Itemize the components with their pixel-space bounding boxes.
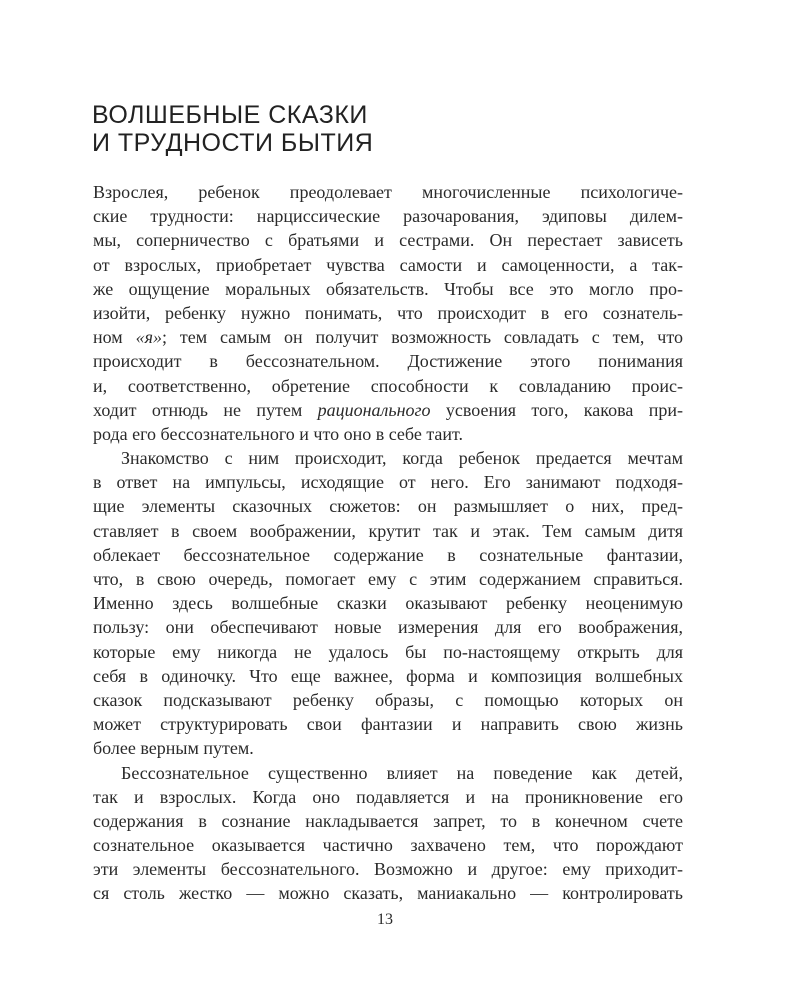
text-line: щие элементы сказочных сюжетов: он размышляет о них, пред- (93, 496, 683, 517)
text-line: так и взрослых. Когда оно подавляется и на проникновение его (93, 786, 683, 807)
body-text (93, 180, 683, 906)
text-line: ходит отнюдь не путем рационального усвоения того, какова при- (93, 399, 683, 420)
text-line: что, в свою очередь, помогает ему с этим содержанием справиться. (93, 569, 683, 589)
text-line: сказок подсказывают ребенку образы, с помощью которых он (93, 689, 683, 710)
text-line: Взрослея, ребенок преодолевает многочисленные психологиче- (93, 182, 683, 202)
text-line: содержания в сознание накладывается запрет, то в конечном счете (93, 810, 683, 831)
chapter-heading-line-1: ВОЛШЕБНЫЕ СКАЗКИ (92, 101, 368, 129)
paragraph (93, 180, 683, 446)
text-line: ставляет в своем воображении, крутит так и этак. Тем самым дитя (93, 520, 683, 541)
text-line: более верным путем. (93, 738, 254, 759)
emphasis: «я» (135, 327, 162, 348)
text-line: Знакомство с ним происходит, когда ребенок предается мечтам (121, 448, 683, 469)
text-line: от взрослых, приобретает чувства самости и самоценности, а так- (93, 254, 683, 275)
text-line: рода его бессознательного и что оно в себе таит. (93, 423, 464, 444)
text-line: же ощущение моральных обязательств. Чтобы все это могло про- (93, 278, 683, 299)
text-line: ся столь жестко — можно сказать, маниакально — контролировать (93, 883, 683, 904)
text-line: Именно здесь волшебные сказки оказывают ребенку неоценимую (93, 593, 683, 614)
text-line: ном «я»; тем самым он получит возможность совладать с тем, что (93, 327, 683, 348)
text-line: Бессознательное существенно влияет на поведение как детей, (121, 762, 683, 783)
text-line: мы, соперничество с братьями и сестрами. Он перестает зависеть (93, 230, 683, 251)
text-line: происходит в бессознательном. Достижение этого понимания (93, 351, 683, 372)
text-line: изойти, ребенку нужно понимать, что происходит в его сознатель- (93, 302, 683, 323)
page-number: 13 (377, 911, 393, 928)
text-line: и, соответственно, обретение способности к совладанию проис- (93, 375, 683, 396)
chapter-heading (92, 101, 612, 157)
emphasis: рационального (317, 399, 431, 420)
text-line: которые ему никогда не удалось бы по-настоящему открыть для (93, 641, 683, 662)
text-line: может структурировать свои фантазии и направить свою жизнь (93, 714, 683, 735)
text-line: сознательное оказывается частично захвачено тем, что порождают (93, 835, 683, 856)
text-line: себя в одиночку. Что еще важнее, форма и композиция волшебных (93, 665, 683, 686)
paragraph (93, 761, 683, 906)
text-line: облекает бессознательное содержание в сознательные фантазии, (93, 544, 683, 565)
text-line: пользу: они обеспечивают новые измерения для его воображения, (93, 617, 683, 638)
chapter-heading-line-2: И ТРУДНОСТИ БЫТИЯ (92, 129, 374, 157)
paragraph (93, 446, 683, 760)
text-line: в ответ на импульсы, исходящие от него. Его занимают подходя- (93, 472, 683, 493)
text-line: ские трудности: нарциссические разочарования, эдиповы дилем- (93, 206, 683, 227)
text-line: эти элементы бессознательного. Возможно и другое: ему приходит- (93, 859, 683, 880)
